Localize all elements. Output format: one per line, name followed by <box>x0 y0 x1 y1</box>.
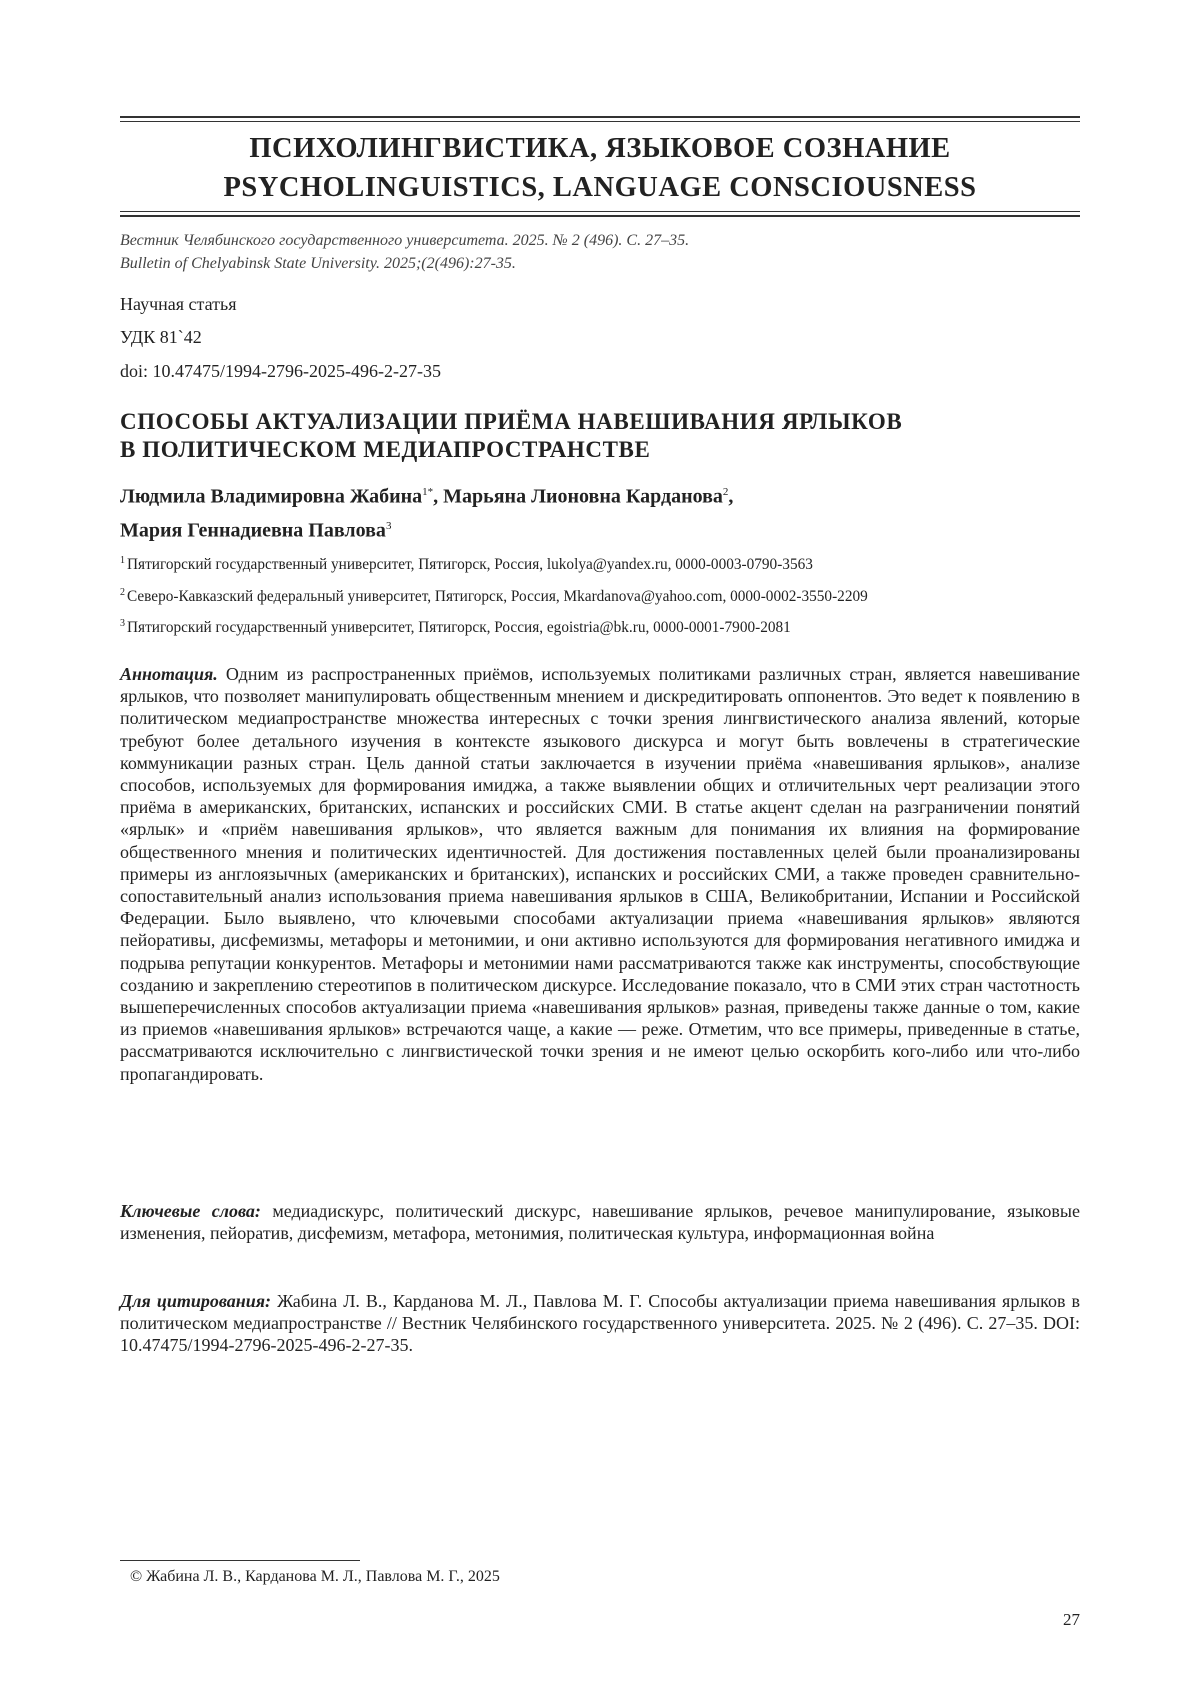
authors-line-2 <box>120 512 1080 546</box>
header-rule-top <box>120 116 1080 122</box>
article-title <box>120 408 1080 464</box>
affiliation-2-text: Северо-Кавказский федеральный университет, Пятигорск, Россия, Mkardanova@yahoo.com, 0000-0002-3550-2209 <box>127 588 868 606</box>
journal-citation-ru: Вестник Челябинского государственного университета. 2025. № 2 (496). С. 27–35. <box>120 232 690 249</box>
section-title-en: PSYCHOLINGUISTICS, LANGUAGE CONSCIOUSNESS <box>223 172 977 203</box>
copyright-footnote: © Жабина Л. В., Карданова М. Л., Павлова М. Г., 2025 <box>130 1568 500 1585</box>
affiliation-2-num: 2 <box>120 587 125 598</box>
affiliation-3-text: Пятигорский государственный университет, Пятигорск, Россия, egoistria@bk.ru, 0000-0001-7900-2081 <box>127 619 791 637</box>
affiliation-1-text: Пятигорский государственный университет, Пятигорск, Россия, lukolya@yandex.ru, 0000-0003-0790-3563 <box>127 556 813 574</box>
affiliation-3-num: 3 <box>120 618 125 629</box>
authors <box>120 478 1080 545</box>
citation-label: Для цитирования: <box>120 1291 272 1311</box>
affiliation-1-num: 1 <box>120 555 125 566</box>
authors-line-1: Людмила Владимировна Жабина$^{1*}$, Марьяна Лионовна Карданова$^2$, <box>120 485 734 508</box>
keywords-label: Ключевые слова: <box>120 1201 261 1221</box>
journal-citation-en: Bulletin of Chelyabinsk State University. 2025;(2(496):27-35. <box>120 255 516 272</box>
author-1-sup: 1* <box>422 486 434 498</box>
footnote-rule <box>120 1560 360 1561</box>
affiliation-2 <box>120 587 868 606</box>
keywords-text: медиадискурс, политический дискурс, навешивание ярлыков, речевое манипулирование, языковые изменения, пейоратив, дисфемизм, метафора, метонимия, политическая культура, информационная война <box>120 1201 1081 1244</box>
author-2-sup: 2 <box>722 486 729 498</box>
page-number: 27 <box>1063 1610 1080 1629</box>
doi: doi: 10.47475/1994-2796-2025-496-2-27-35 <box>120 361 441 381</box>
udk-code: УДК 81`42 <box>120 327 202 347</box>
author-3-name: Мария Геннадиевна Павлова <box>120 519 386 542</box>
abstract-label: Аннотация. <box>120 664 218 684</box>
author-1-name: Людмила Владимировна Жабина <box>120 485 423 508</box>
article-type: Научная статья <box>120 294 237 314</box>
keywords <box>120 1200 1080 1244</box>
author-2-name: Марьяна Лионовна Карданова <box>443 485 723 508</box>
abstract <box>120 663 1080 1085</box>
article-title-line-2: В ПОЛИТИЧЕСКОМ МЕДИАПРОСТРАНСТВЕ <box>120 437 651 462</box>
affiliation-1 <box>120 555 813 574</box>
abstract-text: Одним из распространенных приёмов, используемых политиками различных стран, является навешивание ярлыков, что позволяет манипулировать общественным мнением и дискредитировать оппонентов. Это ведет к появлению в политическом медиапространстве множества интересных с точки зрения лингвистического анализа явлений, которые требуют более детального изучения в контексте языкового дискурса и могут быть вовлечены в стратегические коммуникации разных стран. Цель данной статьи заключается в изучении приёма «навешивания ярлыков», анализе способов, используемых для формирования имиджа, а также выявлении общих и отличительных черт реализации этого приёма в американских, британских, испанских и российских СМИ. В статье акцент сделан на разграничении понятий «ярлык» и «приём навешивания ярлыков», что является важным для понимания их влияния на формирование общественного мнения и политических идентичностей. Для достижения поставленных целей были проанализированы примеры из англоязычных (американских и британских), испанских и российских СМИ, а также проведен сравнительно-сопоставительный анализ использования приема навешивания ярлыков в США, Великобритании, Испании и Российской Федерации. Было выявлено, что ключевыми способами актуализации приема «навешивания ярлыков» являются пейоративы, дисфемизмы, метафоры и метонимии, и они активно используются для формирования негативного имиджа и подрыва репутации конкурентов. Метафоры и метонимии нами рассматриваются также как инструменты, способствующие созданию и закреплению стереотипов в политическом дискурсе. Исследование показало, что в СМИ этих стран частотность вышеперечисленных способов актуализации приема «навешивания ярлыков» разная, приведены также данные о том, какие из приемов «навешивания ярлыков» встречаются чаще, а какие — реже. Отметим, что все примеры, приведенные в статье, рассматриваются исключительно с лингвистической точки зрения и не имеют целью оскорбить кого-либо или что-либо пропагандировать. <box>120 664 1081 1084</box>
citation-text: Жабина Л. В., Карданова М. Л., Павлова М. Г. Способы актуализации приема навешивания ярлыков в политическом медиапространстве // Вестник Челябинского государственного университета. 2025. № 2 (496). С. 27–35. DOI: 10.47475/1994-2796-2025-496-2-27-35. <box>120 1291 1081 1356</box>
author-3-sup: 3 <box>385 519 392 532</box>
article-title-line-1: СПОСОБЫ АКТУАЛИЗАЦИИ ПРИЁМА НАВЕШИВАНИЯ ЯРЛЫКОВ <box>120 409 903 434</box>
affiliation-3 <box>120 618 791 637</box>
citation <box>120 1290 1080 1357</box>
section-title-ru: ПСИХОЛИНГВИСТИКА, ЯЗЫКОВОЕ СОЗНАНИЕ <box>249 133 951 164</box>
header-rule-bottom <box>120 211 1080 217</box>
